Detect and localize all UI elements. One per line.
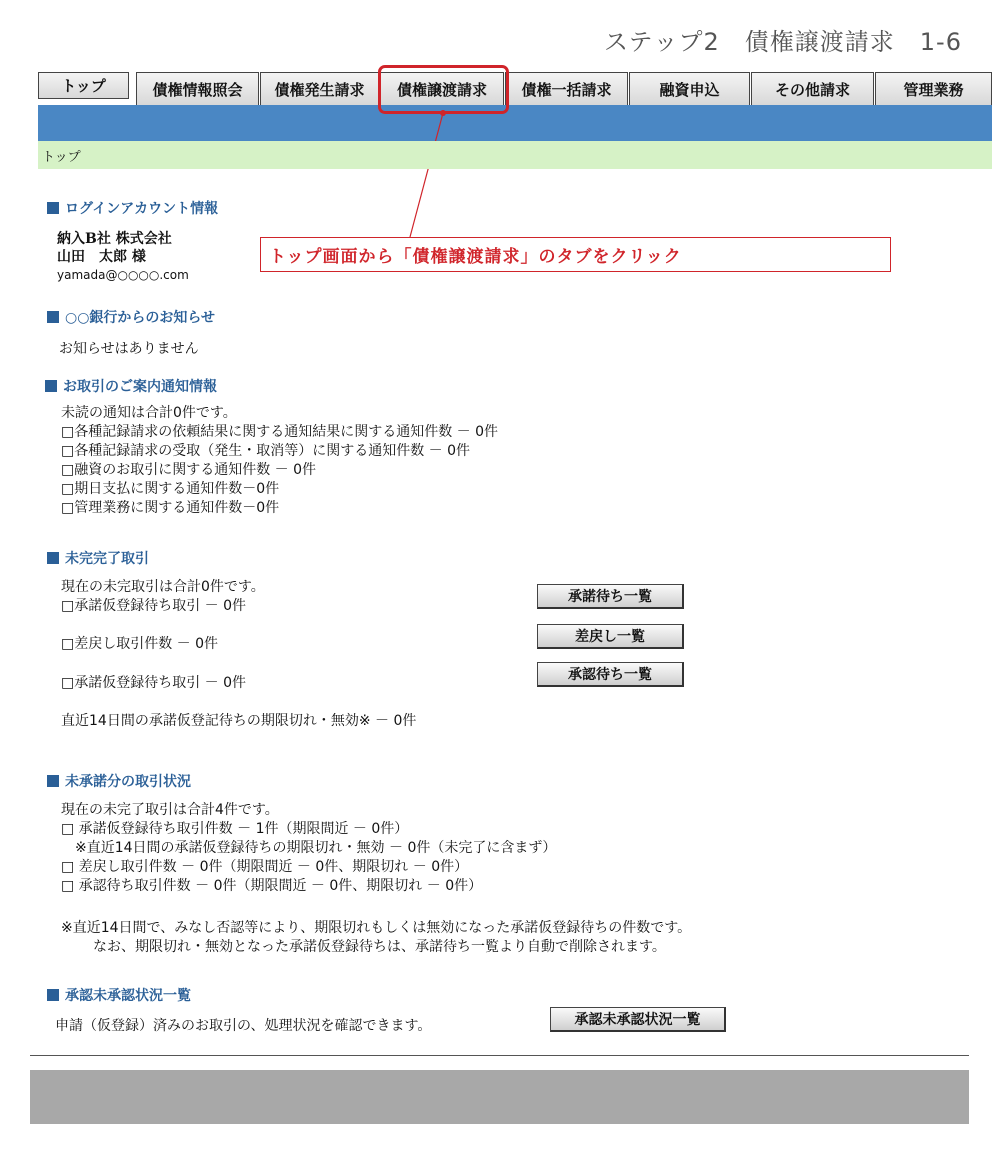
- approval-status-heading-label: 承認未承認状況一覧: [65, 988, 191, 1004]
- tab-top[interactable]: トップ: [38, 72, 129, 99]
- list-item: □ 承諾仮登録待ち取引件数 － 1件（期限間近 － 0件）: [61, 821, 409, 837]
- list-item: □ 差戻し取引件数 － 0件（期限間近 － 0件、期限切れ － 0件）: [61, 859, 469, 875]
- step-title: ステップ2 債権譲渡請求 1-6: [604, 28, 962, 56]
- instruction-callout: トップ画面から「債権譲渡請求」のタブをクリック: [260, 237, 891, 272]
- incomplete-row-1: □承諾仮登録待ち取引 － 0件: [61, 598, 247, 614]
- tab-claim-bulk[interactable]: 債権一括請求: [505, 72, 628, 105]
- list-item: □各種記録請求の受取（発生・取消等）に関する通知件数 － 0件: [61, 443, 471, 459]
- incomplete-row-2: □差戻し取引件数 － 0件: [61, 636, 219, 652]
- approval-status-heading: [47, 985, 191, 1005]
- list-item: □ 承認待ち取引件数 － 0件（期限間近 － 0件、期限切れ － 0件）: [61, 878, 483, 894]
- list-item: □管理業務に関する通知件数－0件: [61, 500, 280, 516]
- square-bullet-icon: [45, 380, 57, 392]
- account-info: [57, 230, 189, 284]
- square-bullet-icon: [47, 989, 59, 1001]
- incomplete-row-3: □承諾仮登録待ち取引 － 0件: [61, 675, 247, 691]
- login-heading-label: ログインアカウント情報: [65, 201, 219, 217]
- pending-approval-list-button[interactable]: 承認待ち一覧: [537, 662, 684, 687]
- square-bullet-icon: [47, 775, 59, 787]
- list-item: □期日支払に関する通知件数－0件: [61, 481, 280, 497]
- incomplete-heading-label: 未完完了取引: [65, 551, 149, 567]
- approval-status-list-button[interactable]: 承認未承認状況一覧: [550, 1007, 726, 1032]
- unapproved-footnote-2: なお、期限切れ・無効となった承諾仮登録待ちは、承諾待ち一覧より自動で削除されます。: [93, 939, 666, 955]
- list-item: □融資のお取引に関する通知件数 － 0件: [61, 462, 317, 478]
- login-heading: [47, 198, 218, 218]
- incomplete-summary: 現在の未完取引は合計0件です。: [61, 579, 265, 595]
- transaction-notice-heading-label: お取引のご案内通知情報: [63, 379, 217, 395]
- list-item: 現在の未完了取引は合計4件です。: [61, 802, 279, 818]
- footer-divider: [30, 1055, 969, 1056]
- transaction-notice-list: [61, 404, 498, 518]
- tab-admin[interactable]: 管理業務: [875, 72, 992, 105]
- list-item: ※直近14日間の承諾仮登録待ちの期限切れ・無効 － 0件（未完了に含まず）: [61, 840, 557, 856]
- tab-claim-transfer[interactable]: 債権譲渡請求: [380, 72, 504, 105]
- incomplete-heading: [47, 548, 149, 568]
- unapproved-list: [61, 801, 556, 896]
- footer-bar: [30, 1070, 969, 1124]
- tab-claim-issue[interactable]: 債権発生請求: [260, 72, 379, 105]
- approval-status-text: 申請（仮登録）済みのお取引の、処理状況を確認できます。: [55, 1018, 432, 1034]
- expired-note: 直近14日間の承諾仮登記待ちの期限切れ・無効※ － 0件: [61, 713, 417, 729]
- list-item: □各種記録請求の依頼結果に関する通知結果に関する通知件数 － 0件: [61, 424, 499, 440]
- user-name: 山田 太郎 様: [57, 249, 146, 265]
- unapproved-heading: [47, 771, 191, 791]
- pending-acceptance-list-button[interactable]: 承諾待ち一覧: [537, 584, 684, 609]
- tab-claim-inquiry[interactable]: 債権情報照会: [136, 72, 259, 105]
- bank-notice-heading: [47, 307, 215, 327]
- company-name: 納入B社 株式会社: [57, 231, 172, 247]
- unapproved-footnote-1: ※直近14日間で、みなし否認等により、期限切れもしくは無効になった承諾仮登録待ちの件数です。: [61, 920, 692, 936]
- breadcrumb: トップ: [38, 141, 992, 169]
- square-bullet-icon: [47, 552, 59, 564]
- returned-list-button[interactable]: 差戻し一覧: [537, 624, 684, 649]
- list-item: 未読の通知は合計0件です。: [61, 405, 237, 421]
- bank-notice-text: お知らせはありません: [59, 341, 199, 357]
- transaction-notice-heading: [45, 376, 217, 396]
- tab-other-requests[interactable]: その他請求: [751, 72, 874, 105]
- unapproved-heading-label: 未承諾分の取引状況: [65, 774, 191, 790]
- square-bullet-icon: [47, 311, 59, 323]
- bank-notice-heading-label: ○○銀行からのお知らせ: [65, 310, 216, 326]
- square-bullet-icon: [47, 202, 59, 214]
- user-email: yamada@○○○○.com: [57, 268, 189, 282]
- tab-financing[interactable]: 融資申込: [629, 72, 750, 105]
